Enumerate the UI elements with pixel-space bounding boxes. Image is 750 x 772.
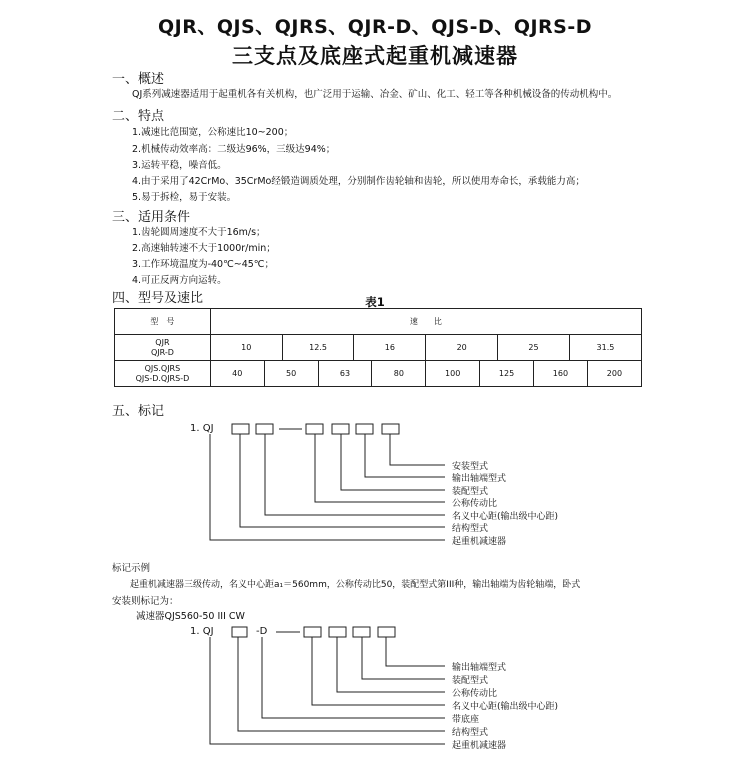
code-box	[304, 627, 321, 637]
title-line-2: 三支点及底座式起重机减速器	[232, 44, 518, 68]
diagram2-label: 公称传动比	[452, 689, 498, 699]
ratio-cell: 40	[210, 361, 264, 387]
title-line-1: QJR、QJS、QJRS、QJR-D、QJS-D、QJRS-D	[157, 16, 593, 38]
header-model: 型 号	[115, 309, 211, 335]
leader-line	[365, 434, 445, 477]
row1-model-b: QJR-D	[150, 347, 174, 357]
row2-model-b: QJS-D.QJRS-D	[135, 373, 190, 383]
diagram1-label: 名义中心距(输出级中心距)	[452, 512, 559, 522]
ratio-cell: 50	[264, 361, 318, 387]
diagram1-label: 公称传动比	[452, 499, 498, 509]
marking-heading: 五、标记	[112, 404, 165, 419]
row2-model-a: QJS.QJRS	[144, 363, 181, 373]
diagram2-suffix: -D	[256, 626, 268, 637]
ratio-cell: 125	[480, 361, 534, 387]
row1-model-a: QJR	[155, 337, 170, 347]
diagram2-label: 名义中心距(输出级中心距)	[452, 702, 559, 712]
feature-item: 4.由于采用了42CrMo、35CrMo经锻造调质处理，分别制作齿轮轴和齿轮，所以使用寿命长，承载能力高；	[132, 176, 585, 187]
feature-item: 2.机械传动效率高：二级达96%，三级达94%；	[132, 144, 336, 155]
diagram2-label: 结构型式	[452, 728, 489, 738]
condition-item: 3.工作环境温度为-40℃~45℃；	[132, 259, 274, 270]
leader-line	[238, 637, 445, 731]
feature-item: 5.易于拆检，易于安装。	[132, 192, 237, 203]
condition-item: 4.可正反两方向运转。	[132, 275, 227, 286]
leader-line	[341, 434, 445, 490]
code-box	[353, 627, 370, 637]
models-heading: 四、型号及速比	[112, 291, 204, 306]
diagram2-label: 输出轴端型式	[452, 663, 507, 673]
diagram1-label: 结构型式	[452, 524, 489, 534]
leader-line	[262, 637, 445, 718]
diagram2-prefix: 1. QJ	[190, 626, 214, 637]
feature-item: 1.减速比范围宽，公称速比10~200；	[132, 127, 294, 138]
ratio-cell: 20	[426, 335, 498, 361]
diagram1-label: 输出轴端型式	[452, 474, 507, 484]
leader-line	[362, 637, 445, 679]
feature-item: 3.运转平稳，噪音低。	[132, 160, 227, 171]
ratio-cell: 12.5	[282, 335, 354, 361]
ratio-cell: 160	[533, 361, 587, 387]
leader-line	[386, 637, 445, 666]
ratio-cell: 63	[318, 361, 372, 387]
diagram2-label: 起重机减速器	[452, 741, 507, 751]
code-box	[232, 627, 247, 637]
diagram2-label: 装配型式	[452, 676, 489, 686]
leader-line	[210, 434, 445, 540]
code-box	[256, 424, 273, 434]
diagram1-label: 安装型式	[452, 462, 489, 472]
code-box	[329, 627, 346, 637]
leader-line	[265, 434, 445, 515]
ratio-cell: 16	[354, 335, 426, 361]
ratio-cell: 200	[587, 361, 641, 387]
header-ratio: 速 比	[210, 309, 641, 335]
example-line-3: 减速器QJS560-50 III CW	[136, 611, 245, 622]
diagram1-label: 起重机减速器	[452, 537, 507, 547]
leader-line	[315, 434, 445, 502]
leader-line	[210, 637, 445, 744]
example-line-2: 安装则标记为：	[112, 596, 179, 607]
ratio-cell: 31.5	[569, 335, 641, 361]
example-heading: 标记示例	[112, 563, 151, 574]
ratio-cell: 80	[372, 361, 426, 387]
diagram1-prefix: 1. QJ	[190, 423, 214, 434]
code-box	[232, 424, 249, 434]
example-line-1: 起重机减速器三级传动，名义中心距a₁＝560mm，公称传动比50，装配型式第III种，输出轴端为齿轮轴端，卧式	[130, 580, 581, 590]
overview-heading: 一、概述	[112, 72, 165, 87]
code-box	[378, 627, 395, 637]
diagram2-label: 带底座	[452, 715, 480, 725]
features-heading: 二、特点	[112, 109, 165, 124]
code-box	[306, 424, 323, 434]
leader-line	[312, 637, 445, 705]
code-box	[382, 424, 399, 434]
ratio-cell: 10	[210, 335, 282, 361]
code-box	[332, 424, 349, 434]
condition-item: 1.齿轮圆周速度不大于16m/s；	[132, 227, 266, 238]
leader-line	[240, 434, 445, 527]
overview-text: QJ系列减速器适用于起重机各有关机构，也广泛用于运输、冶金、矿山、化工、轻工等各种机械设备的传动机构中。	[132, 89, 618, 100]
code-box	[356, 424, 373, 434]
ratio-cell: 25	[498, 335, 570, 361]
conditions-heading: 三、适用条件	[112, 210, 191, 225]
table-caption: 表1	[365, 295, 385, 309]
ratio-cell: 100	[426, 361, 480, 387]
leader-line	[337, 637, 445, 692]
diagram1-label: 装配型式	[452, 487, 489, 497]
leader-line	[390, 434, 445, 465]
condition-item: 2.高速轴转速不大于1000r/min；	[132, 243, 276, 254]
